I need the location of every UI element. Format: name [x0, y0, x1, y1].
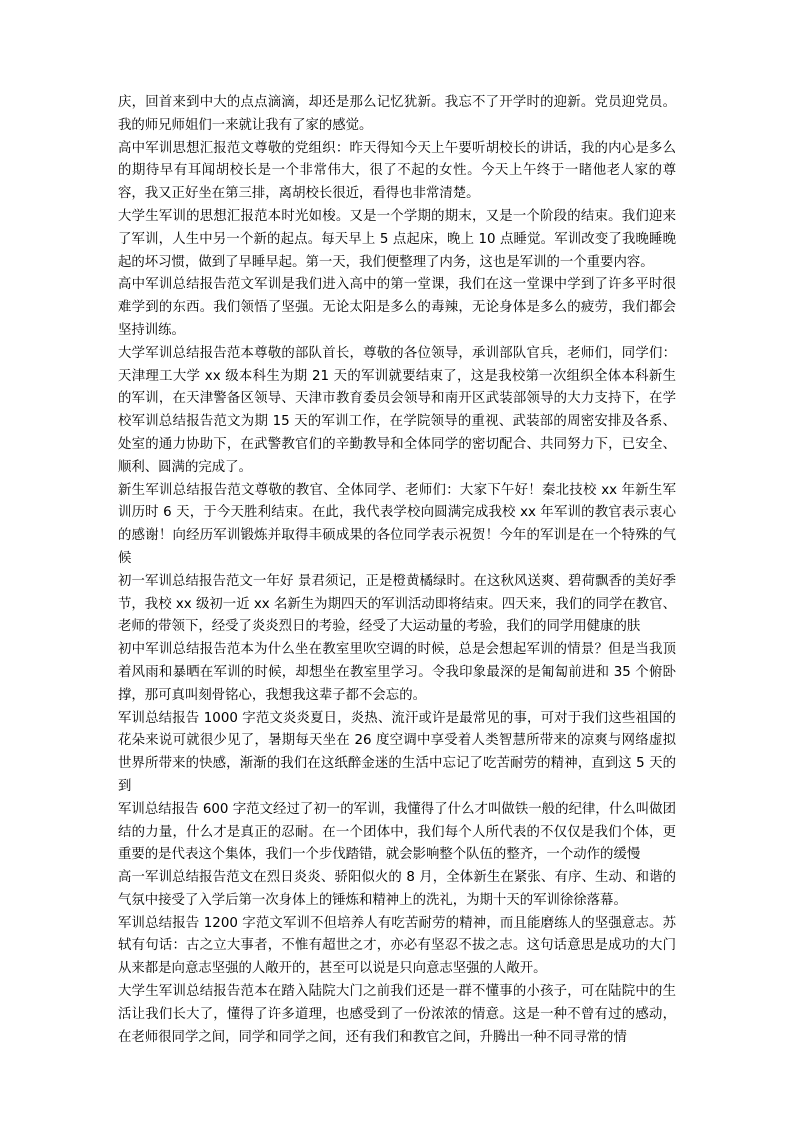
paragraph-13: 大学生军训总结报告范本在踏入陆院大门之前我们还是一群不懂事的小孩子，可在陆院中的生活让我们长大了，懂得了许多道理，也感受到了一份浓浓的情意。这是一种不曾有过的感动，在老师很同学之间，同学和同学之间，还有我们和教官之间，升腾出一种不同寻常的情	[118, 984, 676, 1045]
paragraph-12: 军训总结报告 1200 字范文军训不但培养人有吃苦耐劳的精神，而且能磨练人的坚强意志。苏轼有句话：古之立大事者，不惟有超世之才，亦必有坚忍不拔之志。这句话意思是成功的大门从来都是向意志坚强的人敞开的，甚至可以说是只向意志坚强的人敞开。	[118, 915, 676, 977]
paragraph-8: 初中军训总结报告范本为什么坐在教室里吹空调的时候，总是会想起军训的情景？但是当我顶着风雨和暴晒在军训的时候，却想坐在教室里学习。令我印象最深的是匍匐前进和 35 个俯卧撑，那可真叫刻骨铭心，我想我这辈子都不会忘的。	[118, 642, 676, 703]
paragraph-1: 庆，回首来到中大的点点滴滴，却还是那么记忆犹新。我忘不了开学时的迎新。党员迎党员。我的师兄师姐们一来就让我有了家的感觉。	[118, 95, 676, 133]
paragraph-6: 新生军训总结报告范文尊敬的教官、全体同学、老师们：大家下午好！秦北技校 xx 年新生军训历时 6 天，于今天胜利结束。在此，我代表学校向圆满完成我校 xx 年军训的教官表示衷心的感谢！向经历军训锻炼并取得丰硕成果的各位同学表示祝贺！今年的军训是在一个特殊的气候	[118, 482, 676, 566]
paragraph-10: 军训总结报告 600 字范文经过了初一的军训，我懂得了什么才叫做铁一般的纪律，什么叫做团结的力量，什么才是真正的忍耐。在一个团体中，我们每个人所代表的不仅仅是我们个体，更重要的是代表这个集体，我们一个步伐踏错，就会影响整个队伍的整齐，一个动作的缓慢	[118, 801, 676, 863]
paragraph-4: 高中军训总结报告范文军训是我们进入高中的第一堂课，我们在这一堂课中学到了许多平时很难学到的东西。我们领悟了坚强。无论太阳是多么的毒辣，无论身体是多么的疲劳，我们都会坚持训练。	[118, 277, 676, 338]
paragraph-7: 初一军训总结报告范文一年好 景君须记，正是橙黄橘绿时。在这秋风送爽、碧荷飘香的美好季节，我校 xx 级初一近 xx 名新生为期四天的军训活动即将结束。四天来，我们的同学在教官、老师的带领下，经受了炎炎烈日的考验，经受了大运动量的考验，我们的同学用健康的肤	[118, 573, 676, 635]
paragraph-2: 高中军训思想汇报范文尊敬的党组织：昨天得知今天上午要听胡校长的讲话，我的内心是多么的期待早有耳闻胡校长是一个非常伟大，很了不起的女性。今天上午终于一睹他老人家的尊容，我又正好坐在第三排，离胡校长很近，看得也非常清楚。	[118, 140, 676, 202]
paragraph-3: 大学生军训的思想汇报范本时光如梭。又是一个学期的期末，又是一个阶段的结束。我们迎来了军训，人生中另一个新的起点。每天早上 5 点起床，晚上 10 点睡觉。军训改变了我晚睡晚起的坏习惯，做到了早睡早起。第一天，我们便整理了内务，这也是军训的一个重要内容。	[118, 208, 676, 270]
paragraph-9: 军训总结报告 1000 字范文炎炎夏日，炎热、流汗或许是最常见的事，可对于我们这些祖国的花朵来说可就很少见了，暑期每天坐在 26 度空调中享受着人类智慧所带来的凉爽与网络虚拟世界所带来的快感，渐渐的我们在这纸醉金迷的生活中忘记了吃苦耐劳的精神，直到这 5 天的到	[118, 710, 676, 794]
document-page	[118, 92, 676, 1049]
paragraph-11: 高一军训总结报告范文在烈日炎炎、骄阳似火的 8 月，全体新生在紧张、有序、生动、和谐的气氛中接受了入学后第一次身体上的锤炼和精神上的洗礼，为期十天的军训徐徐落幕。	[118, 870, 676, 908]
paragraph-5: 大学军训总结报告范本尊敬的部队首长，尊敬的各位领导，承训部队官兵，老师们，同学们：天津理工大学 xx 级本科生为期 21 天的军训就要结束了，这是我校第一次组织全体本科新生的军训，在天津警备区领导、天津市教育委员会领导和南开区武装部领导的大力支持下，在学校军训总结报告范文为期 15 天的军训工作，在学院领导的重视、武装部的周密安排及各系、处室的通力协助下，在武警教官们的辛勤教导和全体同学的密切配合、共同努力下，已安全、顺利、圆满的完成了。	[118, 345, 676, 475]
